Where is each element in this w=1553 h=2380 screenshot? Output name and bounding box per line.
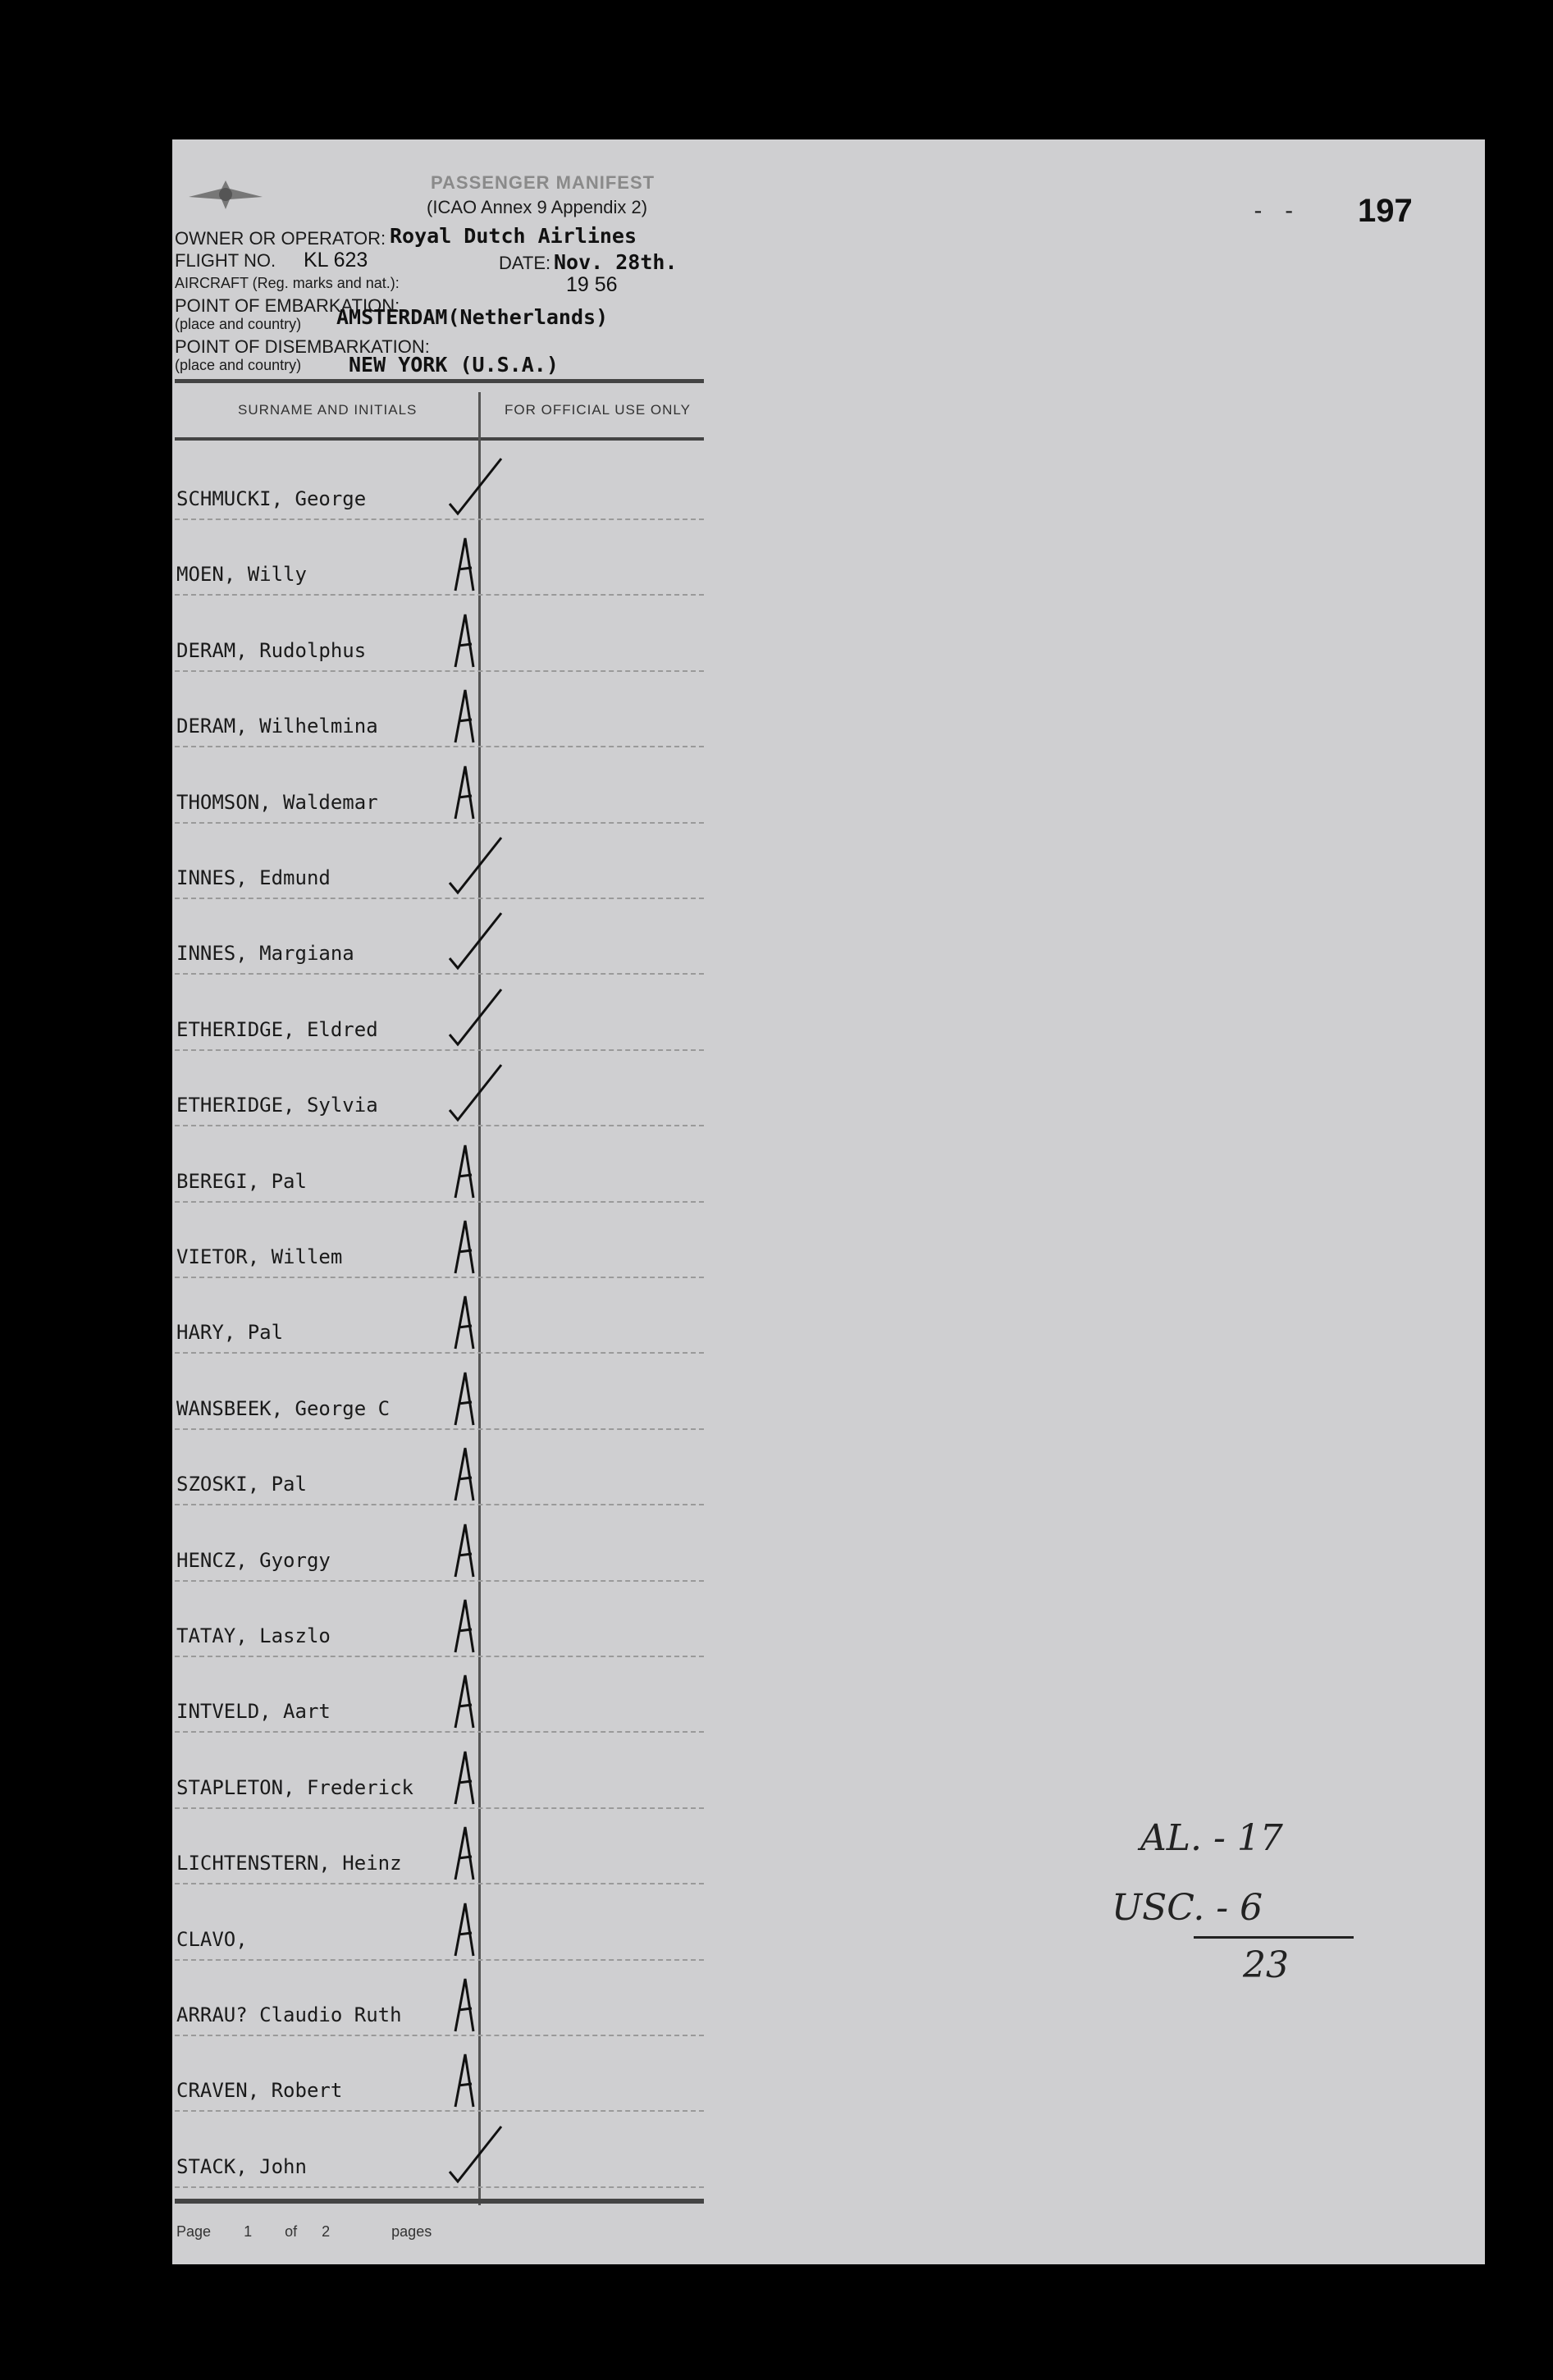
passenger-name: SCHMUCKI, George [176, 487, 367, 510]
passenger-name: INNES, Edmund [176, 866, 331, 889]
page-label: Page [176, 2223, 212, 2240]
passenger-name: DERAM, Rudolphus [176, 638, 367, 662]
manifest-subtitle: (ICAO Annex 9 Appendix 2) [427, 197, 648, 217]
tally-total: 23 [1243, 1944, 1289, 1986]
passenger-row [175, 443, 704, 520]
passenger-row [175, 1277, 704, 1354]
passenger-name: WANSBEEK, George C [176, 1396, 391, 1420]
date-value: Nov. 28th. [554, 250, 678, 274]
admitted-mark-icon [445, 1129, 503, 1203]
passenger-row [175, 1959, 704, 2036]
passenger-name: DERAM, Wilhelmina [176, 715, 378, 738]
passenger-name: INNES, Margiana [176, 942, 354, 966]
passenger-row [175, 1049, 704, 1126]
admitted-mark-icon [445, 1356, 503, 1430]
passenger-row [175, 1732, 704, 1809]
col-surname: SURNAME AND INITIALS [238, 402, 418, 418]
admitted-mark-icon [445, 1659, 503, 1733]
admitted-mark-icon [445, 1204, 503, 1278]
passenger-row [175, 1884, 704, 1961]
airline-logo-icon [185, 176, 267, 213]
page-number: 197 [1358, 193, 1413, 229]
disembark-sub: (place and country) [175, 357, 302, 373]
admitted-mark-icon [445, 2038, 503, 2112]
check-mark-icon [445, 1053, 503, 1126]
admitted-mark-icon [445, 1811, 503, 1884]
col-official: FOR OFFICIAL USE ONLY [505, 402, 691, 418]
passenger-row [175, 974, 704, 1051]
passenger-row [175, 1353, 704, 1430]
admitted-mark-icon [445, 522, 503, 596]
top-dash-marks: - - [1251, 197, 1298, 224]
of-value: 2 [322, 2223, 331, 2240]
tally-line-1: AL. - 17 [1140, 1817, 1283, 1859]
year-value: 19 56 [566, 273, 618, 296]
passenger-row [175, 1126, 704, 1203]
passenger-name: VIETOR, Willem [176, 1245, 343, 1268]
passenger-name: INTVELD, Aart [176, 1700, 331, 1724]
passenger-name: LICHTENSTERN, Heinz [176, 1852, 402, 1875]
embark-value: AMSTERDAM(Netherlands) [336, 305, 609, 329]
passenger-name: ETHERIDGE, Sylvia [176, 1094, 378, 1117]
admitted-mark-icon [445, 1583, 503, 1657]
passenger-name: BEREGI, Pal [176, 1169, 307, 1193]
tally-line-2: USC. - 6 [1112, 1887, 1263, 1929]
passenger-row [175, 1428, 704, 1505]
owner-value: Royal Dutch Airlines [390, 224, 637, 248]
check-mark-icon [445, 901, 503, 975]
passenger-row [175, 1505, 704, 1582]
passenger-name: SZOSKI, Pal [176, 1473, 307, 1496]
passenger-row [175, 747, 704, 824]
tally-underline [1194, 1936, 1354, 1939]
admitted-mark-icon [445, 1887, 503, 1961]
passenger-name: THOMSON, Waldemar [176, 790, 378, 814]
page-footer [176, 2223, 432, 2241]
passenger-name: HARY, Pal [176, 1321, 284, 1345]
check-mark-icon [445, 825, 503, 899]
manifest-title: PASSENGER MANIFEST [431, 172, 655, 193]
aircraft-label: AIRCRAFT (Reg. marks and nat.): [175, 275, 400, 291]
owner-label: OWNER OR OPERATOR: [175, 228, 386, 249]
disembark-label: POINT OF DISEMBARKATION: [175, 336, 430, 357]
passenger-row [175, 670, 704, 747]
passenger-row [175, 1807, 704, 1884]
passenger-row [175, 518, 704, 596]
of-label: of [285, 2223, 298, 2240]
passenger-name: ARRAU? Claudio Ruth [176, 2003, 402, 2026]
flight-value: KL 623 [304, 249, 368, 272]
check-mark-icon [445, 977, 503, 1051]
passenger-name: ETHERIDGE, Eldred [176, 1017, 378, 1041]
admitted-mark-icon [445, 1508, 503, 1582]
header-rule-2 [175, 437, 704, 441]
admitted-mark-icon [445, 674, 503, 747]
footer-rule [175, 2199, 704, 2204]
passenger-row [175, 822, 704, 899]
passenger-name: CLAVO, [176, 1927, 248, 1951]
disembark-value: NEW YORK (U.S.A.) [349, 353, 559, 377]
check-mark-icon [445, 446, 503, 520]
passenger-row [175, 898, 704, 975]
passenger-name: MOEN, Willy [176, 563, 307, 587]
admitted-mark-icon [445, 750, 503, 824]
passenger-row [175, 595, 704, 672]
passenger-row [175, 2035, 704, 2112]
passenger-name: TATAY, Laszlo [176, 1624, 331, 1647]
embark-sub: (place and country) [175, 316, 302, 332]
passenger-name: STACK, John [176, 2154, 307, 2178]
passenger-row [175, 1656, 704, 1733]
passenger-row [175, 1201, 704, 1278]
admitted-mark-icon [445, 1962, 503, 2036]
pages-label: pages [391, 2223, 432, 2240]
admitted-mark-icon [445, 1280, 503, 1354]
page-value: 1 [244, 2223, 253, 2240]
passenger-name: CRAVEN, Robert [176, 2079, 343, 2103]
flight-label: FLIGHT NO. [175, 250, 276, 271]
header-rule [175, 379, 704, 383]
check-mark-icon [445, 2114, 503, 2188]
admitted-mark-icon [445, 1735, 503, 1809]
passenger-name: HENCZ, Gyorgy [176, 1548, 331, 1572]
passenger-row [175, 2111, 704, 2188]
passenger-row [175, 1580, 704, 1657]
admitted-mark-icon [445, 598, 503, 672]
passenger-name: STAPLETON, Frederick [176, 1775, 413, 1799]
admitted-mark-icon [445, 1432, 503, 1505]
embark-label: POINT OF EMBARKATION: [175, 295, 400, 316]
date-label: DATE: [499, 253, 551, 273]
